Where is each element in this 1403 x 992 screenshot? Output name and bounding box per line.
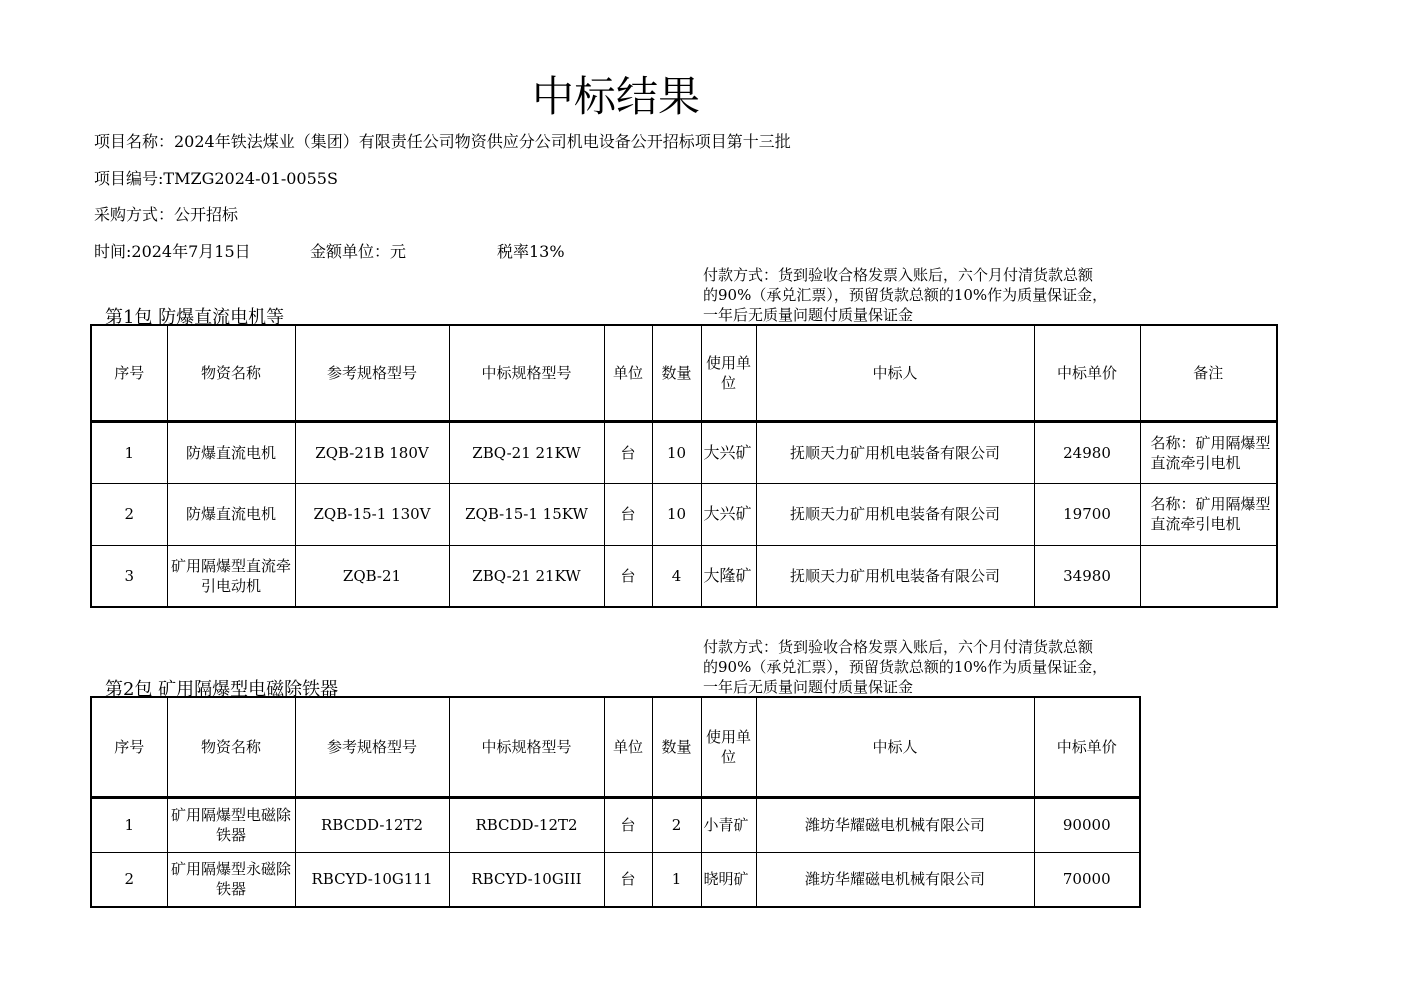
table-row: [91, 421, 1277, 483]
quantity: 2: [652, 797, 701, 852]
quantity: 1: [652, 852, 701, 907]
payment-line: 一年后无质量问题付质量保证金: [703, 306, 914, 324]
unit-price: 19700: [1034, 483, 1140, 545]
payment-line: 的90%（承兑汇票），预留货款总额的10%作为质量保证金，: [703, 286, 1108, 304]
winner: 潍坊华耀磁电机械有限公司: [756, 852, 1034, 907]
ref-spec: RBCYD-10G111: [295, 852, 449, 907]
table-header-row: [91, 325, 1277, 421]
quantity: 10: [652, 421, 701, 483]
header-cell: 备注: [1140, 325, 1277, 421]
unit-price: 24980: [1034, 421, 1140, 483]
using-unit: 大隆矿: [701, 545, 756, 607]
item-name: 矿用隔爆型电磁除铁器: [167, 797, 295, 852]
header-cell: 数量: [652, 325, 701, 421]
header-cell: 中标规格型号: [449, 325, 604, 421]
header-cell: 参考规格型号: [295, 325, 449, 421]
payment-line: 一年后无质量问题付质量保证金: [703, 678, 914, 696]
bid-spec: ZBQ-21 21KW: [449, 421, 604, 483]
package-1-title: 第1包 防爆直流电机等: [105, 307, 285, 328]
ref-spec: ZQB-15-1 130V: [295, 483, 449, 545]
bid-spec: RBCYD-10GIII: [449, 852, 604, 907]
using-unit: 大兴矿: [701, 421, 756, 483]
ref-spec: ZQB-21: [295, 545, 449, 607]
unit: 台: [604, 483, 652, 545]
remark: [1140, 545, 1277, 607]
row-index: 3: [91, 545, 167, 607]
payment-line: 付款方式：货到验收合格发票入账后，六个月付清货款总额: [703, 266, 1094, 284]
header-cell: 参考规格型号: [295, 697, 449, 797]
quantity: 4: [652, 545, 701, 607]
header-cell: 物资名称: [167, 697, 295, 797]
table-row: [91, 483, 1277, 545]
remark: 名称：矿用隔爆型直流牵引电机: [1140, 483, 1277, 545]
table-row: [91, 852, 1140, 907]
package-2-table: [90, 696, 1141, 908]
winner: 抚顺天力矿用机电装备有限公司: [756, 421, 1034, 483]
payment-line: 的90%（承兑汇票），预留货款总额的10%作为质量保证金，: [703, 658, 1108, 676]
using-unit: 晓明矿: [701, 852, 756, 907]
date: 时间:2024年7月15日: [94, 242, 251, 261]
payment-terms-1: [703, 265, 1107, 325]
remark: 名称：矿用隔爆型直流牵引电机: [1140, 421, 1277, 483]
row-index: 2: [91, 852, 167, 907]
header-cell: 中标规格型号: [449, 697, 604, 797]
item-name: 防爆直流电机: [167, 421, 295, 483]
unit-price: 90000: [1034, 797, 1140, 852]
payment-terms-2: [703, 637, 1107, 697]
payment-line: 付款方式：货到验收合格发票入账后，六个月付清货款总额: [703, 638, 1094, 656]
bid-spec: ZQB-15-1 15KW: [449, 483, 604, 545]
winner: 潍坊华耀磁电机械有限公司: [756, 797, 1034, 852]
unit-price: 70000: [1034, 852, 1140, 907]
unit-price: 34980: [1034, 545, 1140, 607]
bid-spec: ZBQ-21 21KW: [449, 545, 604, 607]
unit: 台: [604, 797, 652, 852]
header-cell: 单位: [604, 325, 652, 421]
header-cell: 使用单位: [701, 697, 756, 797]
unit: 台: [604, 852, 652, 907]
project-code: 项目编号:TMZG2024-01-0055S: [94, 169, 338, 188]
table-row: [91, 797, 1140, 852]
item-name: 防爆直流电机: [167, 483, 295, 545]
winner: 抚顺天力矿用机电装备有限公司: [756, 545, 1034, 607]
currency-unit: 金额单位：元: [310, 242, 407, 261]
ref-spec: RBCDD-12T2: [295, 797, 449, 852]
header-cell: 使用单位: [701, 325, 756, 421]
header-cell: 中标单价: [1034, 325, 1140, 421]
page-title: 中标结果: [531, 72, 700, 121]
row-index: 2: [91, 483, 167, 545]
package-1-table: [90, 324, 1278, 608]
winner: 抚顺天力矿用机电装备有限公司: [756, 483, 1034, 545]
bid-spec: RBCDD-12T2: [449, 797, 604, 852]
header-cell: 序号: [91, 325, 167, 421]
table-header-row: [91, 697, 1140, 797]
package-2-title: 第2包 矿用隔爆型电磁除铁器: [105, 679, 339, 700]
row-index: 1: [91, 421, 167, 483]
ref-spec: ZQB-21B 180V: [295, 421, 449, 483]
using-unit: 大兴矿: [701, 483, 756, 545]
header-cell: 中标人: [756, 325, 1034, 421]
header-cell: 中标人: [756, 697, 1034, 797]
header-cell: 数量: [652, 697, 701, 797]
procurement-method: 采购方式：公开招标: [94, 205, 239, 224]
unit: 台: [604, 421, 652, 483]
tax-rate: 税率13%: [497, 242, 565, 261]
unit: 台: [604, 545, 652, 607]
table-row: [91, 545, 1277, 607]
item-name: 矿用隔爆型直流牵引电动机: [167, 545, 295, 607]
using-unit: 小青矿: [701, 797, 756, 852]
header-cell: 单位: [604, 697, 652, 797]
item-name: 矿用隔爆型永磁除铁器: [167, 852, 295, 907]
header-cell: 序号: [91, 697, 167, 797]
project-name: 项目名称：2024年铁法煤业（集团）有限责任公司物资供应分公司机电设备公开招标项目第十三批: [94, 132, 791, 151]
header-cell: 中标单价: [1034, 697, 1140, 797]
header-cell: 物资名称: [167, 325, 295, 421]
quantity: 10: [652, 483, 701, 545]
row-index: 1: [91, 797, 167, 852]
